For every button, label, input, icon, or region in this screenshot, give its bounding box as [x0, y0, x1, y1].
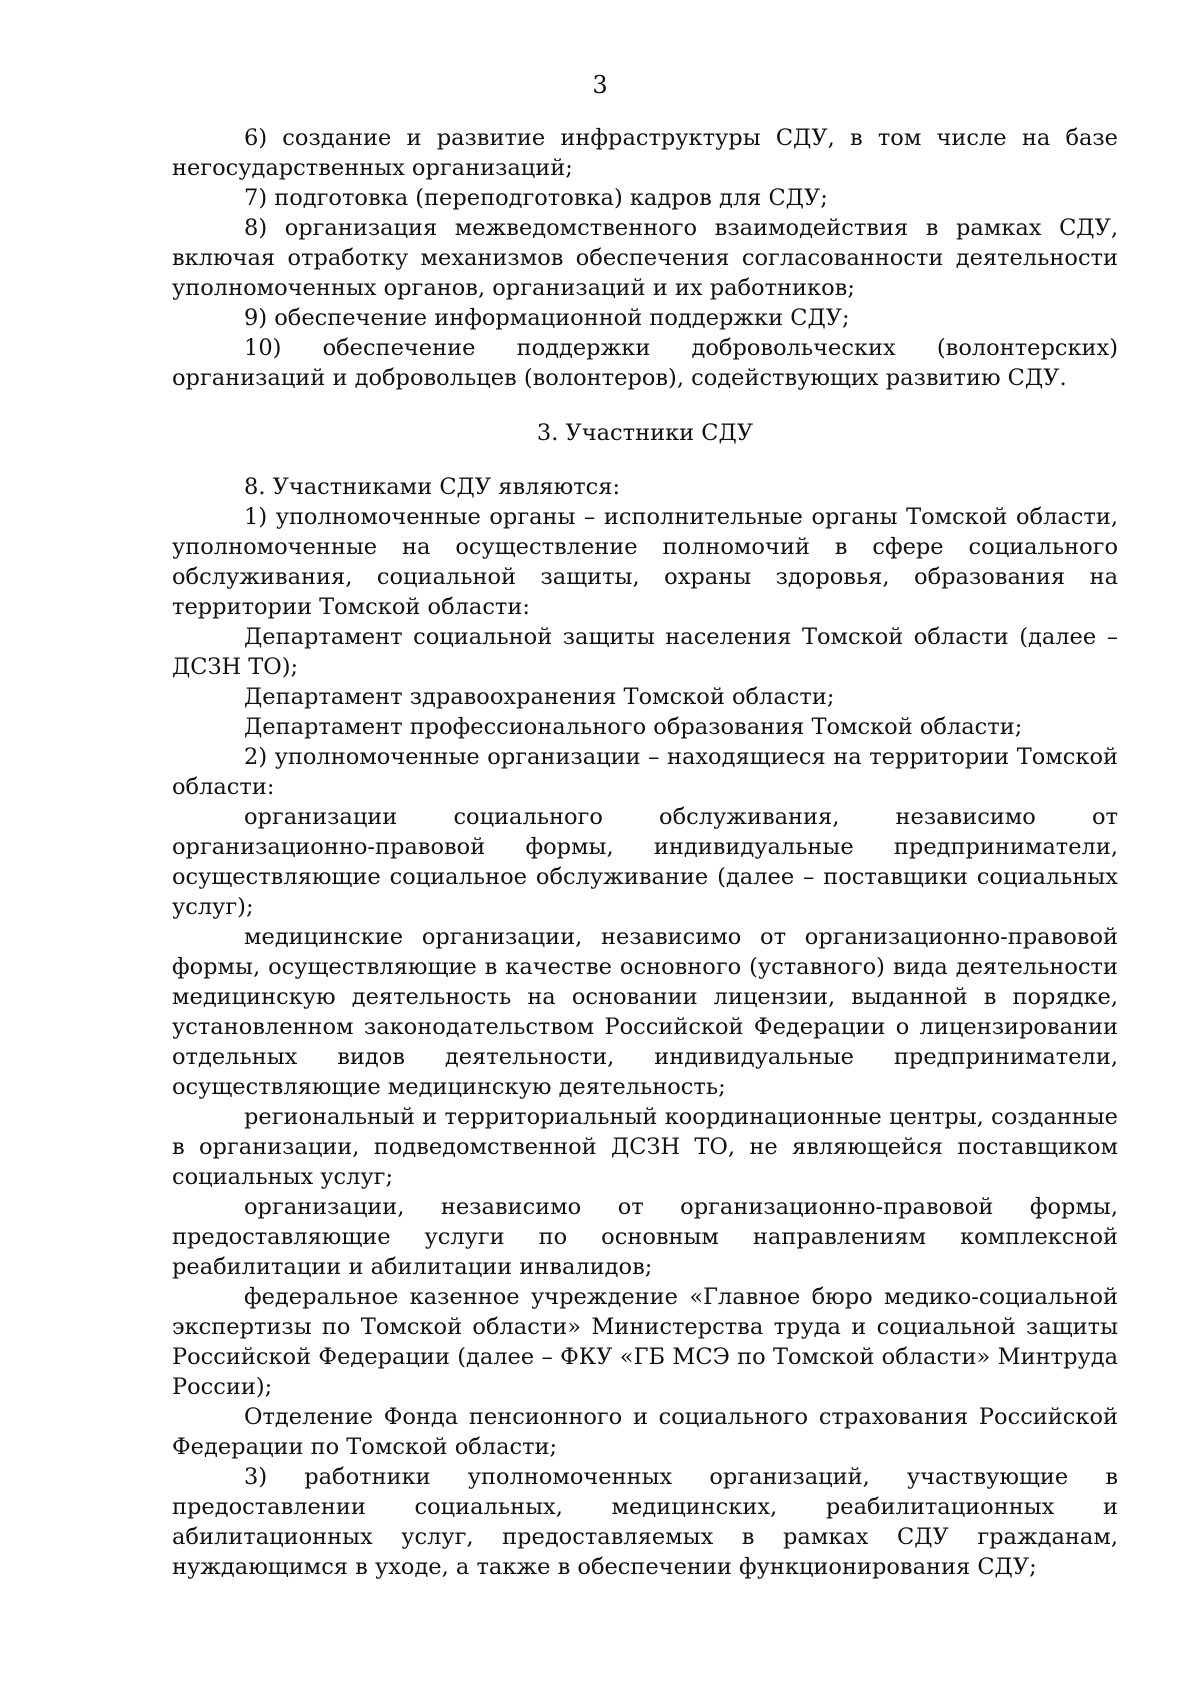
- body-health-department: Департамент здравоохранения Томской области;: [244, 684, 835, 710]
- body-education-department: Департамент профессионального образования Томской области;: [244, 714, 1023, 740]
- participants-authorized-bodies: 1) уполномоченные органы – исполнительные органы Томской области, уполномоченные на осуществление полномочий в сфере социального обслуживания, социальной защиты, охраны здоровья, образования на территории Томской области:: [172, 504, 1118, 620]
- list-item-6: 6) создание и развитие инфраструктуры СДУ, в том числе на базе негосударственных организаций;: [172, 125, 1118, 181]
- body-dszn: Департамент социальной защиты населения Томской области (далее – ДСЗН ТО);: [172, 624, 1118, 680]
- list-item-7: 7) подготовка (переподготовка) кадров для СДУ;: [244, 185, 828, 211]
- participants-workers: 3) работники уполномоченных организаций, участвующие в предоставлении социальных, медицинских, реабилитационных и абилитационных услуг, предоставляемых в рамках СДУ гражданам, нуждающимся в уходе, а также в обеспечении функционирования СДУ;: [172, 1464, 1118, 1580]
- document-body: [172, 123, 1118, 1582]
- org-mse-bureau: федеральное казенное учреждение «Главное бюро медико-социальной экспертизы по Томской области» Министерства труда и социальной защиты Российской Федерации (далее – ФКУ «ГБ МСЭ по Томской области» Минтруда России);: [172, 1284, 1118, 1400]
- clause-8-intro: 8. Участниками СДУ являются:: [244, 474, 621, 500]
- participants-authorized-organizations: 2) уполномоченные организации – находящиеся на территории Томской области:: [172, 744, 1118, 800]
- section-heading: 3. Участники СДУ: [536, 420, 754, 446]
- org-medical: медицинские организации, независимо от организационно-правовой формы, осуществляющие в качестве основного (уставного) вида деятельности медицинскую деятельность на основании лицензии, выданной в порядке, установленном законодательством Российской Федерации о лицензировании отдельных видов деятельности, индивидуальные предприниматели, осуществляющие медицинскую деятельность;: [172, 924, 1118, 1100]
- org-social-service: организации социального обслуживания, независимо от организационно-правовой формы, индивидуальные предприниматели, осуществляющие социальное обслуживание (далее – поставщики социальных услуг);: [172, 804, 1118, 920]
- page-number: 3: [592, 71, 608, 99]
- org-coordination-centers: региональный и территориальный координационные центры, созданные в организации, подведомственной ДСЗН ТО, не являющейся поставщиком социальных услуг;: [172, 1104, 1118, 1190]
- org-rehabilitation: организации, независимо от организационно-правовой формы, предоставляющие услуги по основным направлениям комплексной реабилитации и абилитации инвалидов;: [172, 1194, 1118, 1280]
- list-item-8: 8) организация межведомственного взаимодействия в рамках СДУ, включая отработку механизмов обеспечения согласованности деятельности уполномоченных органов, организаций и их работников;: [172, 215, 1118, 301]
- list-item-9: 9) обеспечение информационной поддержки СДУ;: [244, 305, 850, 331]
- list-item-10: 10) обеспечение поддержки добровольческих (волонтерских) организаций и добровольцев (волонтеров), содействующих развитию СДУ.: [172, 335, 1118, 391]
- org-pension-fund: Отделение Фонда пенсионного и социального страхования Российской Федерации по Томской области;: [172, 1404, 1118, 1460]
